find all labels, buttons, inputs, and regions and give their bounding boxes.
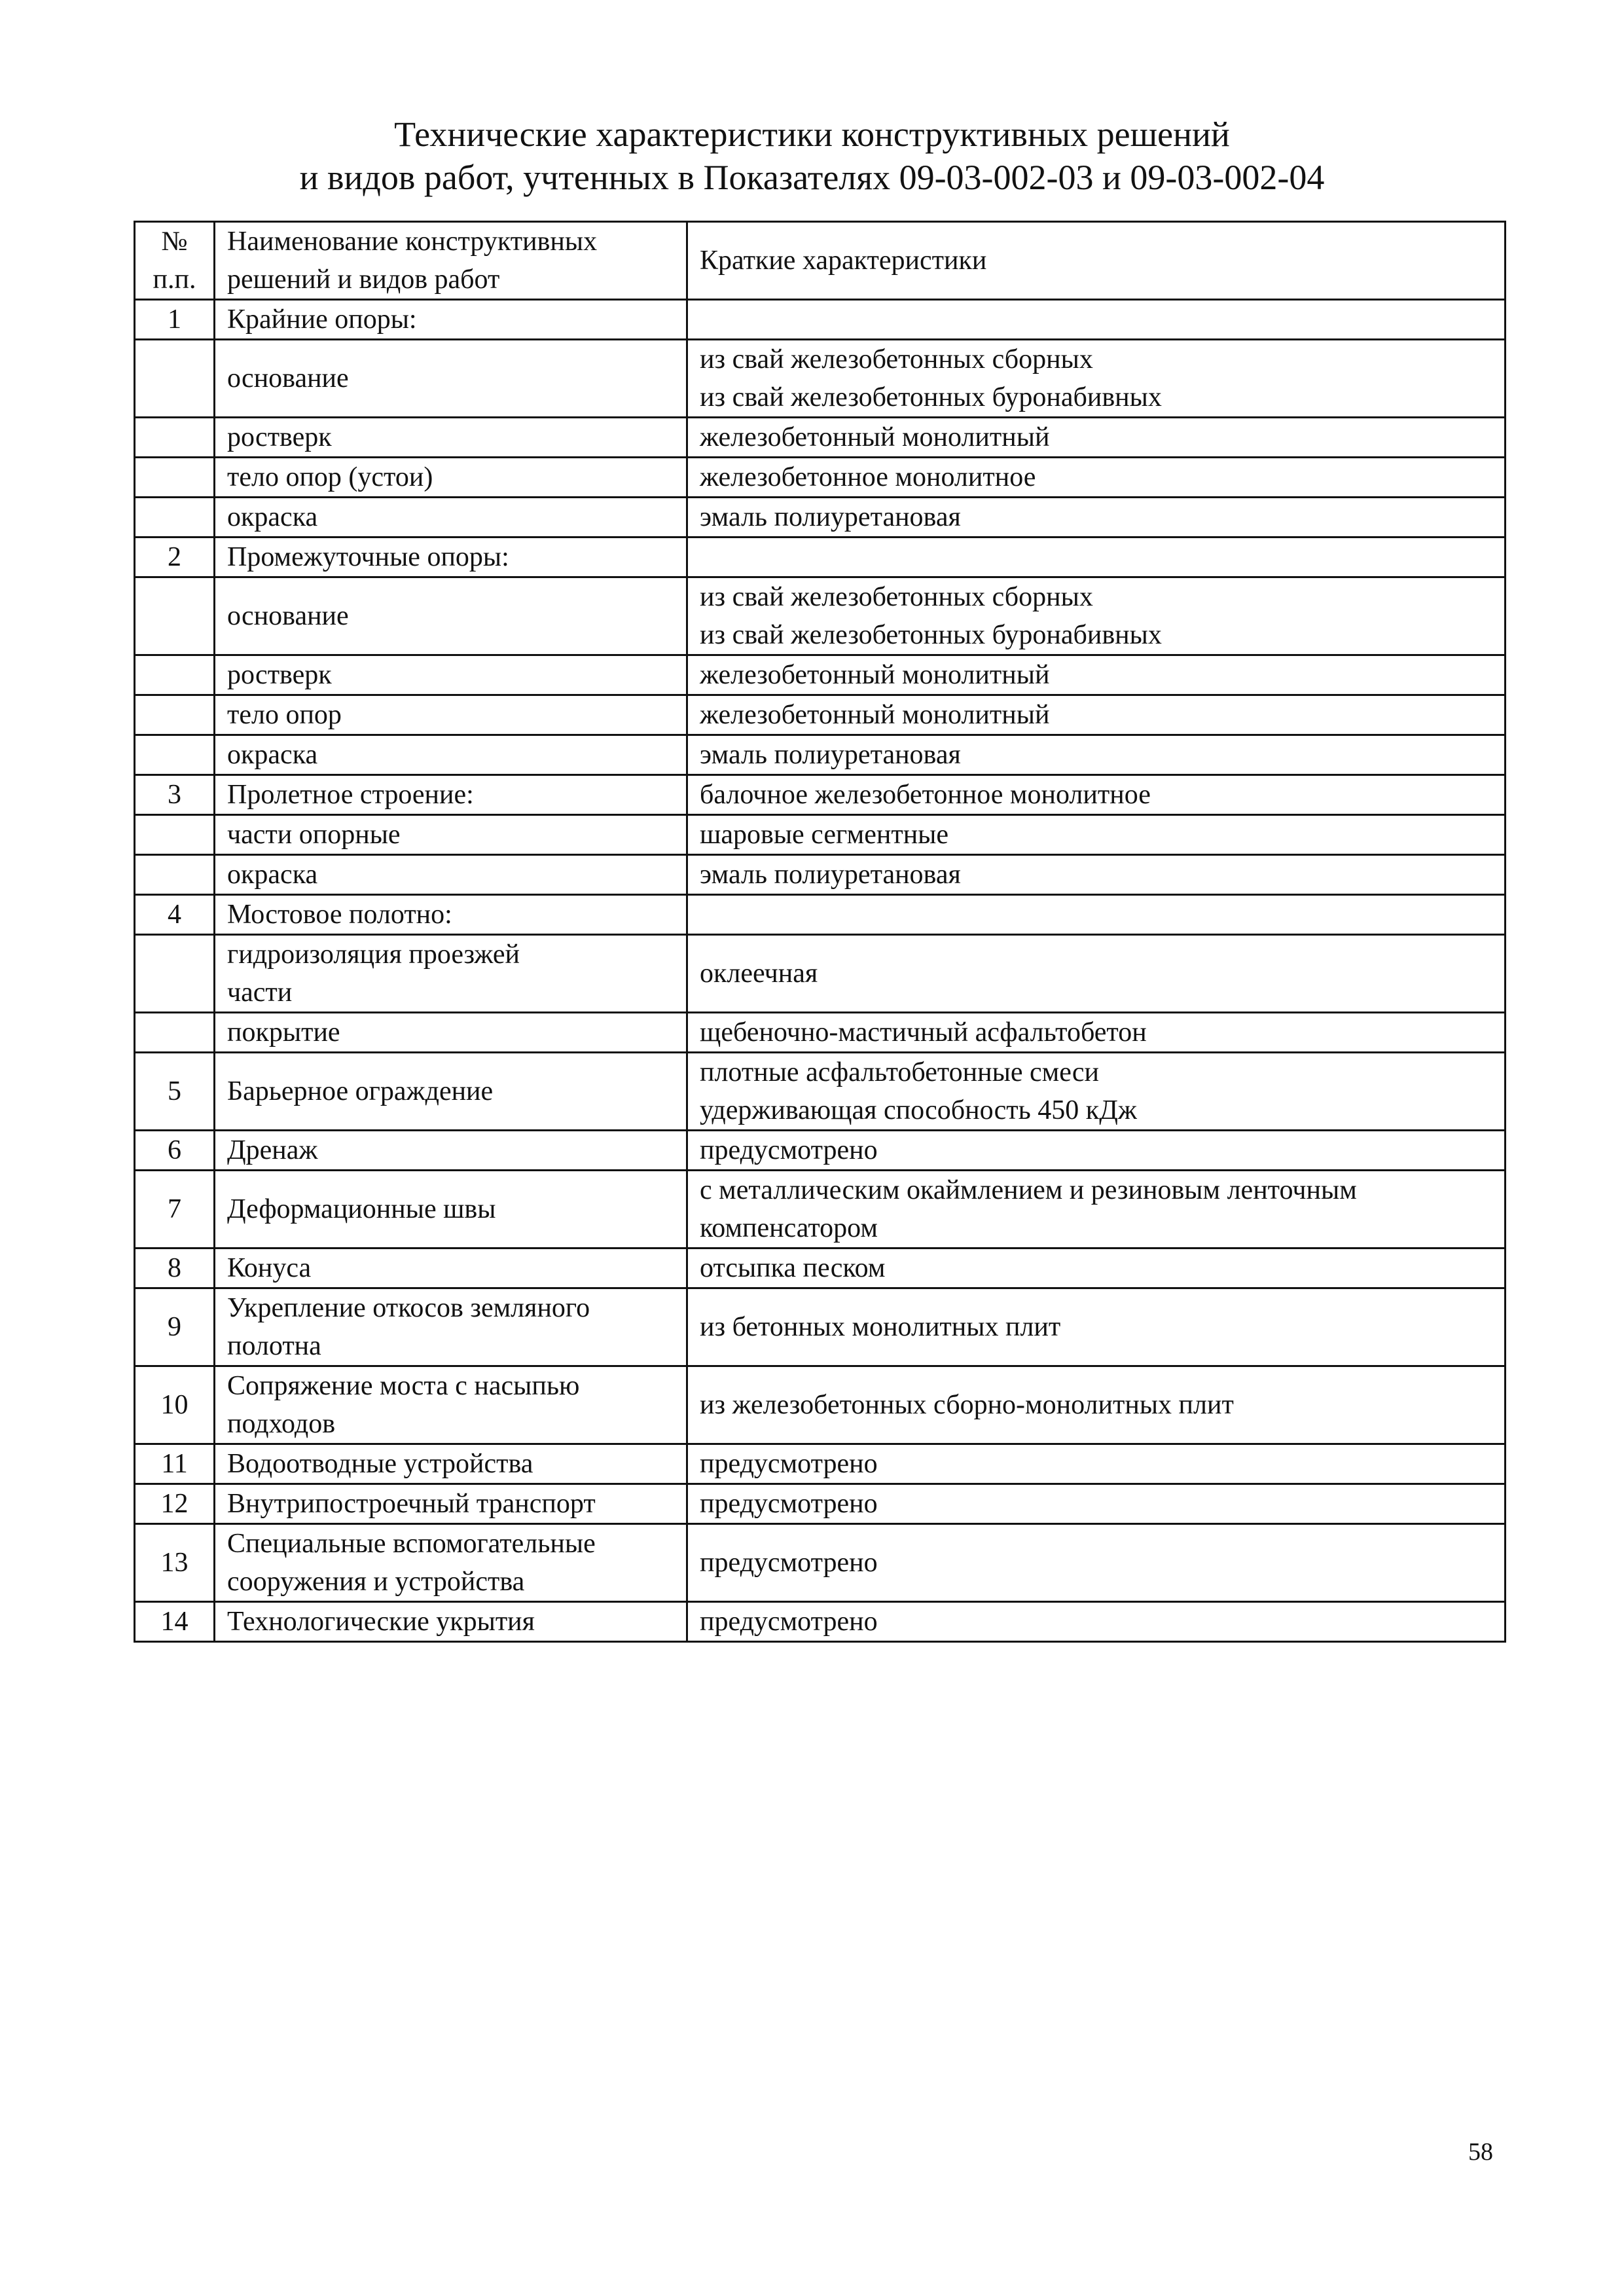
row-description-line: железобетонный монолитный bbox=[700, 422, 1050, 452]
document-title bbox=[0, 113, 1624, 199]
header-name-line-1: Наименование конструктивных bbox=[227, 227, 598, 257]
row-name bbox=[215, 418, 687, 458]
table-row bbox=[135, 538, 1506, 577]
row-name bbox=[215, 1013, 687, 1053]
row-name-line: основание bbox=[227, 601, 349, 631]
row-number bbox=[135, 577, 215, 655]
row-description-line: из железобетонных сборно-монолитных плит bbox=[700, 1390, 1234, 1420]
row-number: 1 bbox=[135, 300, 215, 340]
row-description bbox=[687, 418, 1506, 458]
row-name-line: Мостовое полотно: bbox=[227, 900, 452, 930]
row-description-line: из свай железобетонных буронабивных bbox=[700, 382, 1162, 412]
row-name bbox=[215, 1248, 687, 1288]
row-name-line: ростверк bbox=[227, 660, 332, 690]
row-description-line: шаровые сегментные bbox=[700, 820, 949, 850]
table-row bbox=[135, 1131, 1506, 1171]
row-name bbox=[215, 458, 687, 498]
table-row bbox=[135, 577, 1506, 655]
row-description bbox=[687, 577, 1506, 655]
row-number bbox=[135, 815, 215, 855]
row-number bbox=[135, 695, 215, 735]
row-description bbox=[687, 1248, 1506, 1288]
row-name-line: основание bbox=[227, 363, 349, 393]
row-description-line: отсыпка песком bbox=[700, 1253, 886, 1283]
row-name-line: гидроизоляция проезжей bbox=[227, 939, 520, 970]
header-number-line-1: № bbox=[161, 227, 188, 257]
row-name bbox=[215, 815, 687, 855]
row-number bbox=[135, 458, 215, 498]
table-row bbox=[135, 735, 1506, 775]
row-number: 12 bbox=[135, 1484, 215, 1524]
row-description bbox=[687, 855, 1506, 895]
row-name-line: Деформационные швы bbox=[227, 1194, 496, 1224]
row-description bbox=[687, 1602, 1506, 1642]
row-name-line: покрытие bbox=[227, 1017, 340, 1048]
table-body bbox=[135, 300, 1506, 1642]
row-description bbox=[687, 1444, 1506, 1484]
row-description bbox=[687, 775, 1506, 815]
table-row bbox=[135, 935, 1506, 1013]
row-name-line: тело опор (устои) bbox=[227, 462, 433, 492]
row-number bbox=[135, 498, 215, 538]
row-name-line: ростверк bbox=[227, 422, 332, 452]
row-name bbox=[215, 1171, 687, 1248]
table-row bbox=[135, 1524, 1506, 1602]
row-number: 13 bbox=[135, 1524, 215, 1602]
table-row bbox=[135, 300, 1506, 340]
title-line-2: и видов работ, учтенных в Показателях 09-03-002-03 и 09-03-002-04 bbox=[299, 158, 1325, 197]
table-row bbox=[135, 498, 1506, 538]
table-row bbox=[135, 775, 1506, 815]
row-name bbox=[215, 1288, 687, 1366]
row-description-line: эмаль полиуретановая bbox=[700, 860, 961, 890]
row-description bbox=[687, 498, 1506, 538]
table-row bbox=[135, 1366, 1506, 1444]
row-name bbox=[215, 300, 687, 340]
row-name bbox=[215, 340, 687, 418]
row-name bbox=[215, 1131, 687, 1171]
row-number bbox=[135, 1013, 215, 1053]
row-description-line: оклеечная bbox=[700, 958, 818, 989]
row-number bbox=[135, 418, 215, 458]
row-name bbox=[215, 735, 687, 775]
row-description-line: плотные асфальтобетонные смеси bbox=[700, 1057, 1100, 1087]
table-row bbox=[135, 655, 1506, 695]
table-row bbox=[135, 815, 1506, 855]
table-row bbox=[135, 895, 1506, 935]
row-description-line: удерживающая способность 450 кДж bbox=[700, 1095, 1137, 1125]
row-name-line: Дренаж bbox=[227, 1135, 318, 1165]
row-name-line: окраска bbox=[227, 860, 318, 890]
table-row bbox=[135, 458, 1506, 498]
row-name-line: сооружения и устройства bbox=[227, 1567, 525, 1597]
row-name-line: Сопряжение моста с насыпью bbox=[227, 1371, 580, 1401]
row-number: 8 bbox=[135, 1248, 215, 1288]
header-number-line-2: п.п. bbox=[153, 264, 196, 295]
row-description bbox=[687, 695, 1506, 735]
row-name-line: Барьерное ограждение bbox=[227, 1076, 494, 1106]
row-number: 14 bbox=[135, 1602, 215, 1642]
row-name bbox=[215, 577, 687, 655]
row-name-line: Внутрипостроечный транспорт bbox=[227, 1489, 596, 1519]
row-description bbox=[687, 935, 1506, 1013]
row-name-line: Пролетное строение: bbox=[227, 780, 474, 810]
row-name bbox=[215, 498, 687, 538]
table-row bbox=[135, 855, 1506, 895]
row-description-line: балочное железобетонное монолитное bbox=[700, 780, 1151, 810]
table-row bbox=[135, 1288, 1506, 1366]
row-number: 5 bbox=[135, 1053, 215, 1131]
row-description-line: из свай железобетонных буронабивных bbox=[700, 620, 1162, 650]
table-row bbox=[135, 1484, 1506, 1524]
row-description-line: предусмотрено bbox=[700, 1548, 878, 1578]
row-name-line: Технологические укрытия bbox=[227, 1607, 535, 1637]
row-name bbox=[215, 655, 687, 695]
row-name bbox=[215, 895, 687, 935]
row-name bbox=[215, 695, 687, 735]
row-name-line: Водоотводные устройства bbox=[227, 1449, 533, 1479]
table-row bbox=[135, 1013, 1506, 1053]
row-number: 4 bbox=[135, 895, 215, 935]
page-number: 58 bbox=[1468, 2138, 1493, 2166]
row-description bbox=[687, 1288, 1506, 1366]
row-description bbox=[687, 1171, 1506, 1248]
row-description bbox=[687, 735, 1506, 775]
row-name bbox=[215, 1602, 687, 1642]
row-name-line: части bbox=[227, 977, 293, 1008]
row-name-line: Крайние опоры: bbox=[227, 304, 417, 335]
row-description bbox=[687, 1366, 1506, 1444]
row-name bbox=[215, 775, 687, 815]
row-description bbox=[687, 340, 1506, 418]
table-row bbox=[135, 1602, 1506, 1642]
row-description bbox=[687, 1013, 1506, 1053]
row-description-line: из свай железобетонных сборных bbox=[700, 582, 1093, 612]
table-row bbox=[135, 418, 1506, 458]
row-description bbox=[687, 655, 1506, 695]
row-name-line: Укрепление откосов земляного bbox=[227, 1293, 590, 1323]
row-description-line: предусмотрено bbox=[700, 1607, 878, 1637]
row-number: 3 bbox=[135, 775, 215, 815]
row-description bbox=[687, 538, 1506, 577]
table-header-row bbox=[135, 222, 1506, 300]
row-name-line: части опорные bbox=[227, 820, 401, 850]
row-description bbox=[687, 1524, 1506, 1602]
header-number bbox=[135, 222, 215, 300]
row-name-line: Конуса bbox=[227, 1253, 312, 1283]
row-number bbox=[135, 340, 215, 418]
row-description-line: эмаль полиуретановая bbox=[700, 740, 961, 770]
row-description-line: железобетонный монолитный bbox=[700, 700, 1050, 730]
table-row bbox=[135, 1171, 1506, 1248]
row-description-line: с металлическим окаймлением и резиновым ленточным bbox=[700, 1175, 1357, 1205]
characteristics-table bbox=[134, 221, 1506, 1643]
row-name-line: подходов bbox=[227, 1409, 336, 1439]
table-row bbox=[135, 695, 1506, 735]
row-number: 2 bbox=[135, 538, 215, 577]
header-name bbox=[215, 222, 687, 300]
row-description-line: железобетонное монолитное bbox=[700, 462, 1036, 492]
row-description bbox=[687, 1484, 1506, 1524]
row-description bbox=[687, 1131, 1506, 1171]
row-name-line: тело опор bbox=[227, 700, 342, 730]
row-description-line: из бетонных монолитных плит bbox=[700, 1312, 1061, 1342]
table-row bbox=[135, 340, 1506, 418]
row-name bbox=[215, 1444, 687, 1484]
row-description-line: предусмотрено bbox=[700, 1135, 878, 1165]
row-description bbox=[687, 815, 1506, 855]
row-description-line: из свай железобетонных сборных bbox=[700, 344, 1093, 374]
row-name-line: Промежуточные опоры: bbox=[227, 542, 509, 572]
row-description-line: щебеночно-мастичный асфальтобетон bbox=[700, 1017, 1147, 1048]
row-name-line: полотна bbox=[227, 1331, 321, 1361]
row-name-line: Специальные вспомогательные bbox=[227, 1529, 596, 1559]
row-number: 11 bbox=[135, 1444, 215, 1484]
row-name bbox=[215, 538, 687, 577]
row-description bbox=[687, 895, 1506, 935]
row-name bbox=[215, 935, 687, 1013]
row-number bbox=[135, 935, 215, 1013]
row-number: 9 bbox=[135, 1288, 215, 1366]
row-description-line: эмаль полиуретановая bbox=[700, 502, 961, 532]
row-number: 7 bbox=[135, 1171, 215, 1248]
title-line-1: Технические характеристики конструктивных решений bbox=[394, 115, 1230, 154]
row-name-line: окраска bbox=[227, 502, 318, 532]
row-name bbox=[215, 1524, 687, 1602]
row-description-line: железобетонный монолитный bbox=[700, 660, 1050, 690]
row-description bbox=[687, 1053, 1506, 1131]
table-row bbox=[135, 1053, 1506, 1131]
row-description-line: предусмотрено bbox=[700, 1489, 878, 1519]
row-number bbox=[135, 735, 215, 775]
header-name-line-2: решений и видов работ bbox=[227, 264, 500, 295]
row-name bbox=[215, 855, 687, 895]
row-description-line: предусмотрено bbox=[700, 1449, 878, 1479]
row-description bbox=[687, 300, 1506, 340]
row-number: 6 bbox=[135, 1131, 215, 1171]
row-name-line: окраска bbox=[227, 740, 318, 770]
header-description: Краткие характеристики bbox=[687, 222, 1506, 300]
row-number bbox=[135, 855, 215, 895]
row-name bbox=[215, 1366, 687, 1444]
row-number: 10 bbox=[135, 1366, 215, 1444]
row-number bbox=[135, 655, 215, 695]
row-description bbox=[687, 458, 1506, 498]
row-name bbox=[215, 1484, 687, 1524]
row-name bbox=[215, 1053, 687, 1131]
table-row bbox=[135, 1444, 1506, 1484]
row-description-line: компенсатором bbox=[700, 1213, 878, 1243]
table-row bbox=[135, 1248, 1506, 1288]
